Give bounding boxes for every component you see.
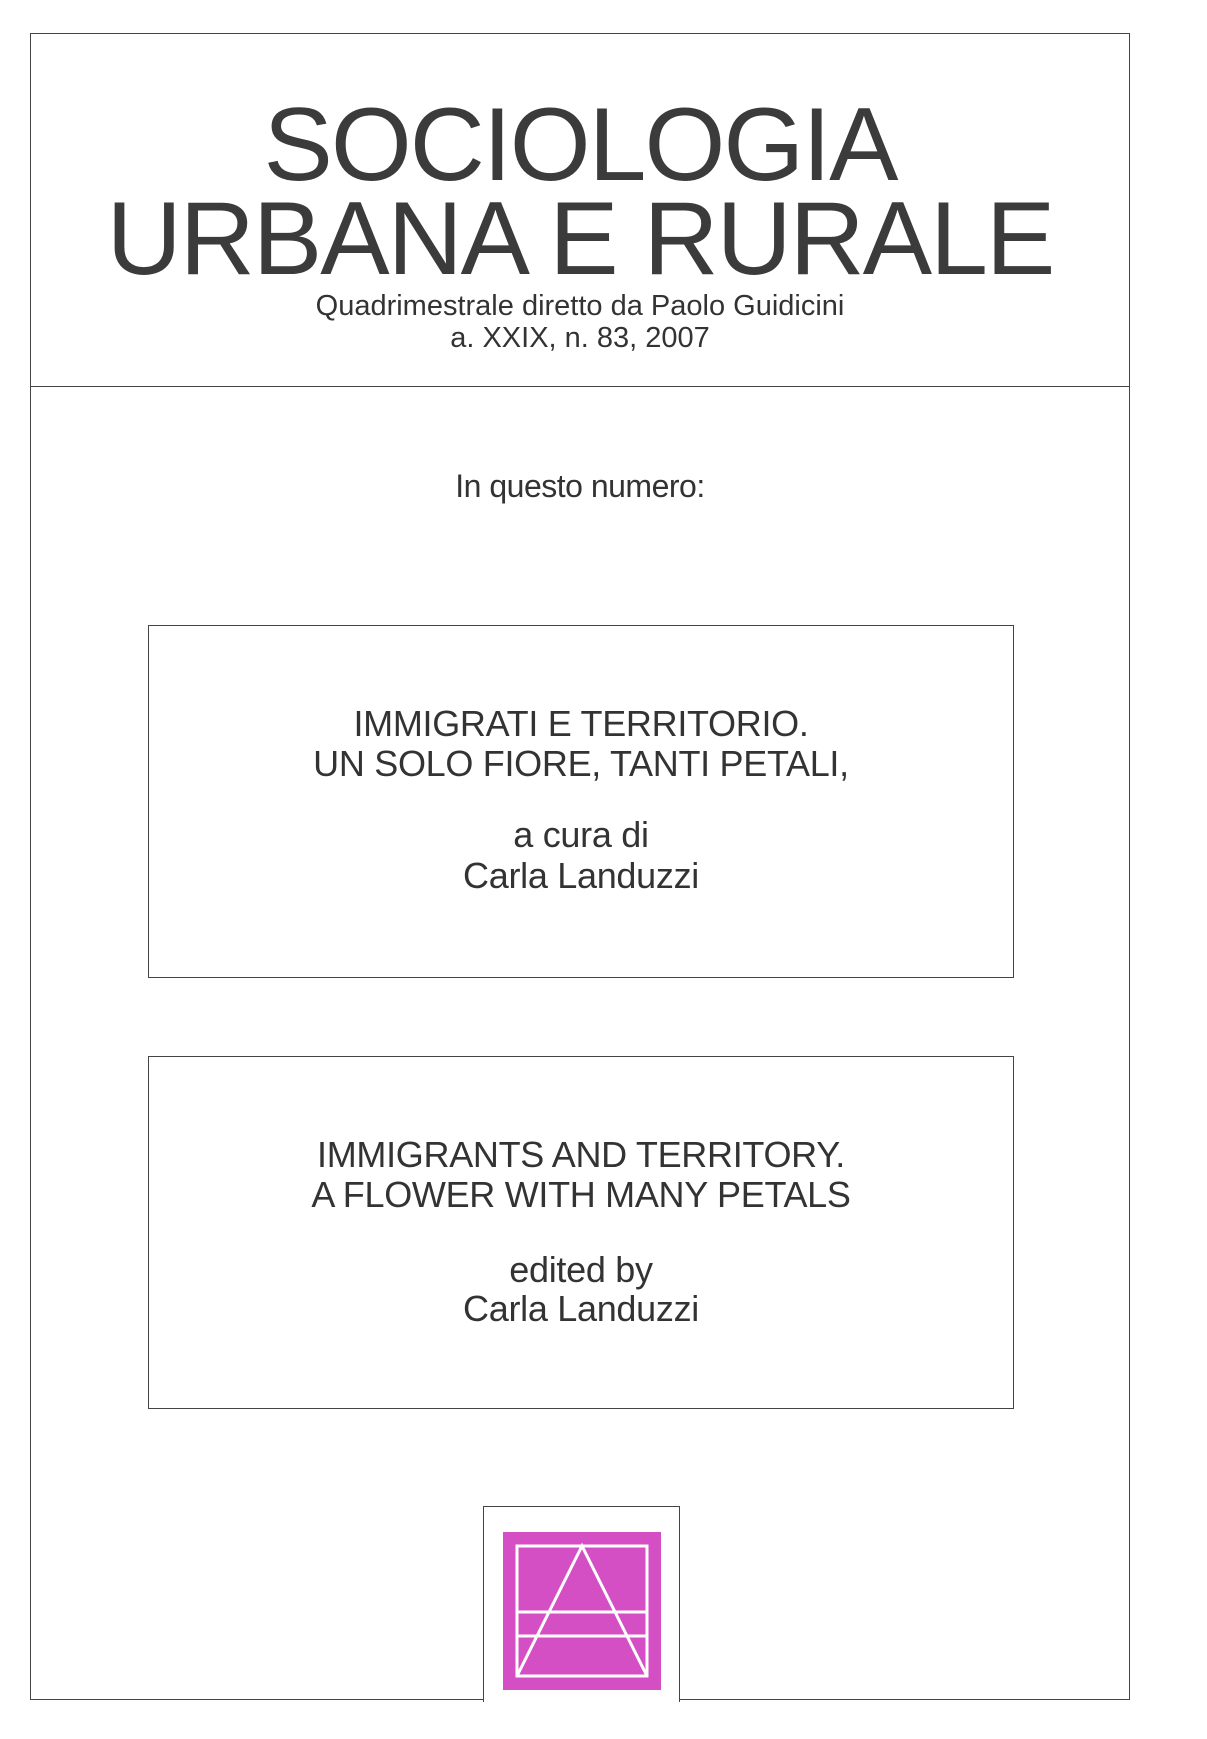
editor-label: edited by — [509, 1249, 653, 1290]
issue-title-line2: A FLOWER WITH MANY PETALS — [311, 1174, 851, 1215]
editor-name: Carla Landuzzi — [463, 1288, 699, 1329]
in-this-issue-label: In questo numero: — [455, 468, 705, 504]
journal-subtitle: Quadrimestrale diretto da Paolo Guidicini — [315, 290, 845, 322]
journal-issue: a. XXIX, n. 83, 2007 — [450, 322, 710, 354]
journal-title-line1: SOCIOLOGIA — [263, 87, 897, 203]
editor-name: Carla Landuzzi — [463, 855, 699, 896]
issue-box-italian — [148, 625, 1014, 978]
publisher-logo-icon — [503, 1532, 661, 1690]
journal-title-line2: URBANA E RURALE — [106, 181, 1054, 297]
issue-box-english — [148, 1056, 1014, 1409]
issue-title-line1: IMMIGRANTS AND TERRITORY. — [317, 1134, 845, 1175]
header-divider — [30, 386, 1130, 387]
editor-label: a cura di — [513, 814, 649, 855]
issue-title-line2: UN SOLO FIORE, TANTI PETALI, — [313, 743, 849, 784]
issue-title-line1: IMMIGRATI E TERRITORIO. — [353, 703, 809, 744]
